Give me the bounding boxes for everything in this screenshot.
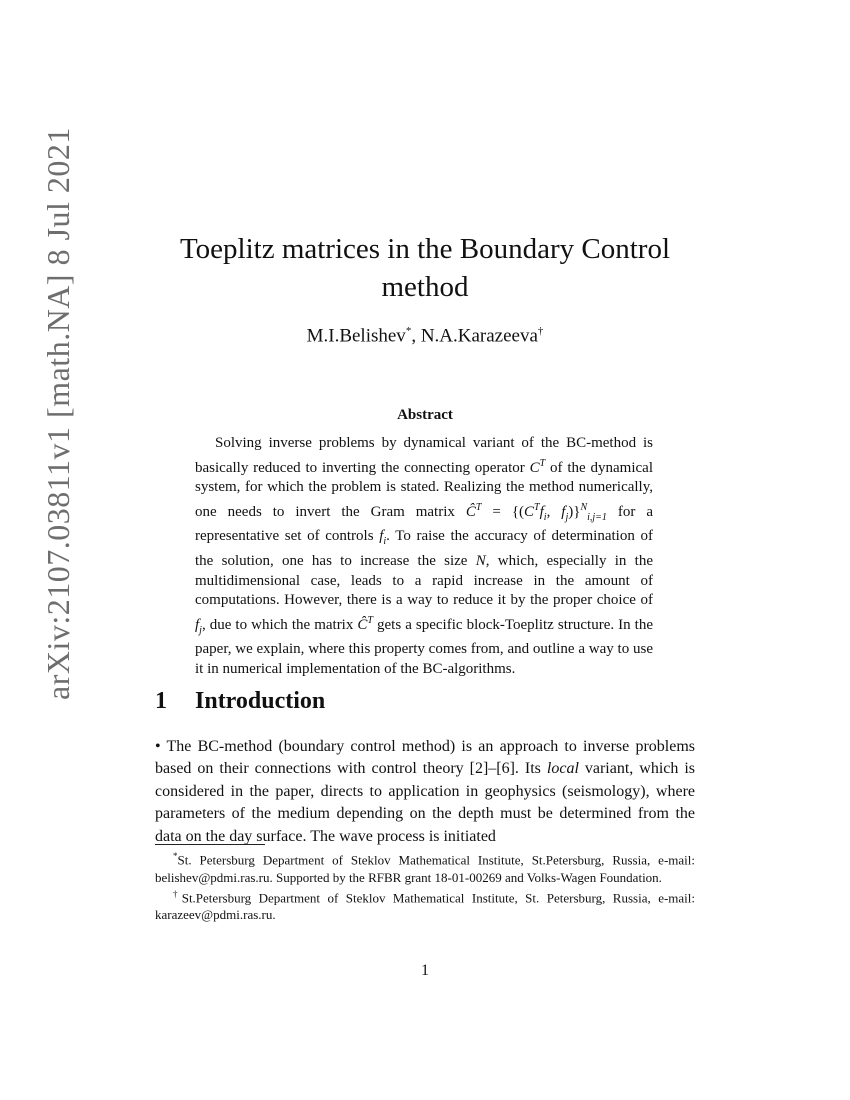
section-heading-introduction xyxy=(155,688,325,715)
arxiv-identifier-stamp: arXiv:2107.03811v1 [math.NA] 8 Jul 2021 xyxy=(40,127,76,700)
math-symbol: $Ĉ^T$ xyxy=(357,614,373,633)
emphasis-text: local xyxy=(546,760,579,778)
abstract-segment: )} xyxy=(568,503,581,520)
math-symbol: $f_j$ xyxy=(561,503,569,523)
intro-segment: variant, which is considered in the paper, directs to application in geophysics (seismology), where parameters of the medium depending on the depth must be determined from the data on the day surface. The wave process is initiated xyxy=(155,760,696,845)
page-number: 1 xyxy=(421,962,429,979)
footnotes xyxy=(155,848,695,923)
math-symbol: $C^Tf_i$ xyxy=(524,501,547,523)
section-number: 1 xyxy=(155,688,167,714)
footnote-mark: * xyxy=(405,325,412,337)
footnote-text: St. Petersburg Department of Steklov Mathematical Institute, St.Petersburg, Russia, e-mail: belishev@pdmi.ras.ru. Supported by the RFBR grant 18-01-00269 and Volks-Wagen Foundation. xyxy=(155,852,695,885)
paper-title xyxy=(150,230,700,306)
footnote-mark: † xyxy=(173,888,182,899)
footnote-mark: * xyxy=(173,851,178,861)
bullet-icon: • xyxy=(155,738,161,755)
title-line-1: Toeplitz matrices in the Boundary Control xyxy=(179,233,671,265)
footnote-1 xyxy=(155,848,695,886)
introduction-paragraph xyxy=(155,736,695,848)
abstract-segment: for a representative set of controls xyxy=(195,503,653,545)
math-symbol: $^N_{i,j=1}$ xyxy=(580,501,607,523)
footnote-text: St.Petersburg Department of Steklov Mathematical Institute, St. Petersburg, Russia, e-mail: karazeev@pdmi.ras.ru. xyxy=(155,890,696,923)
footnote-divider xyxy=(155,844,265,845)
abstract-segment: , xyxy=(546,503,562,520)
abstract-segment: of the dynamical system, for which the problem is stated. Realizing the method numerically, one needs to invert the Gram matrix xyxy=(195,459,654,520)
intro-segment: The BC-method (boundary control method) is an approach to inverse problems based on their connections with control theory [2]–[6]. Its xyxy=(155,738,695,778)
math-symbol: $Ĉ^T$ xyxy=(465,501,482,520)
author-name: N.A.Karazeeva xyxy=(420,325,538,347)
author-name: M.I.Belishev xyxy=(306,325,406,347)
abstract-segment: , which, especially in the multidimensional case, leads to a rapid increase in the amount of computations. However, there is a way to reduce it by the proper choice of xyxy=(195,552,654,609)
section-title: Introduction xyxy=(195,688,326,714)
footnote-2 xyxy=(155,886,695,924)
math-symbol: $C^T$ xyxy=(529,457,546,476)
abstract-segment: Solving inverse problems by dynamical variant of the BC-method is basically reduced to inverting the connecting operator xyxy=(195,435,653,476)
math-symbol: $f_i$ xyxy=(379,528,387,548)
title-line-2: method xyxy=(381,271,469,303)
author-list: M.I.Belishev*, N.A.Karazeeva† xyxy=(306,325,544,347)
math-symbol: N xyxy=(475,552,486,569)
abstract-segment: . To raise the accuracy of determination of the solution, one has to increase the size xyxy=(195,528,653,569)
footnote-mark: † xyxy=(537,325,544,337)
abstract-text xyxy=(195,434,653,680)
math-symbol: $f_j$ xyxy=(195,616,202,636)
abstract-segment: , due to which the matrix xyxy=(201,616,358,633)
abstract-segment: gets a specific block-Toeplitz structure. In the paper, we explain, where this property comes from, and outline a way to use it in numerical implementation of the BC-algorithms. xyxy=(195,616,653,677)
abstract-segment: = {( xyxy=(481,503,525,520)
abstract-heading: Abstract xyxy=(397,407,453,423)
